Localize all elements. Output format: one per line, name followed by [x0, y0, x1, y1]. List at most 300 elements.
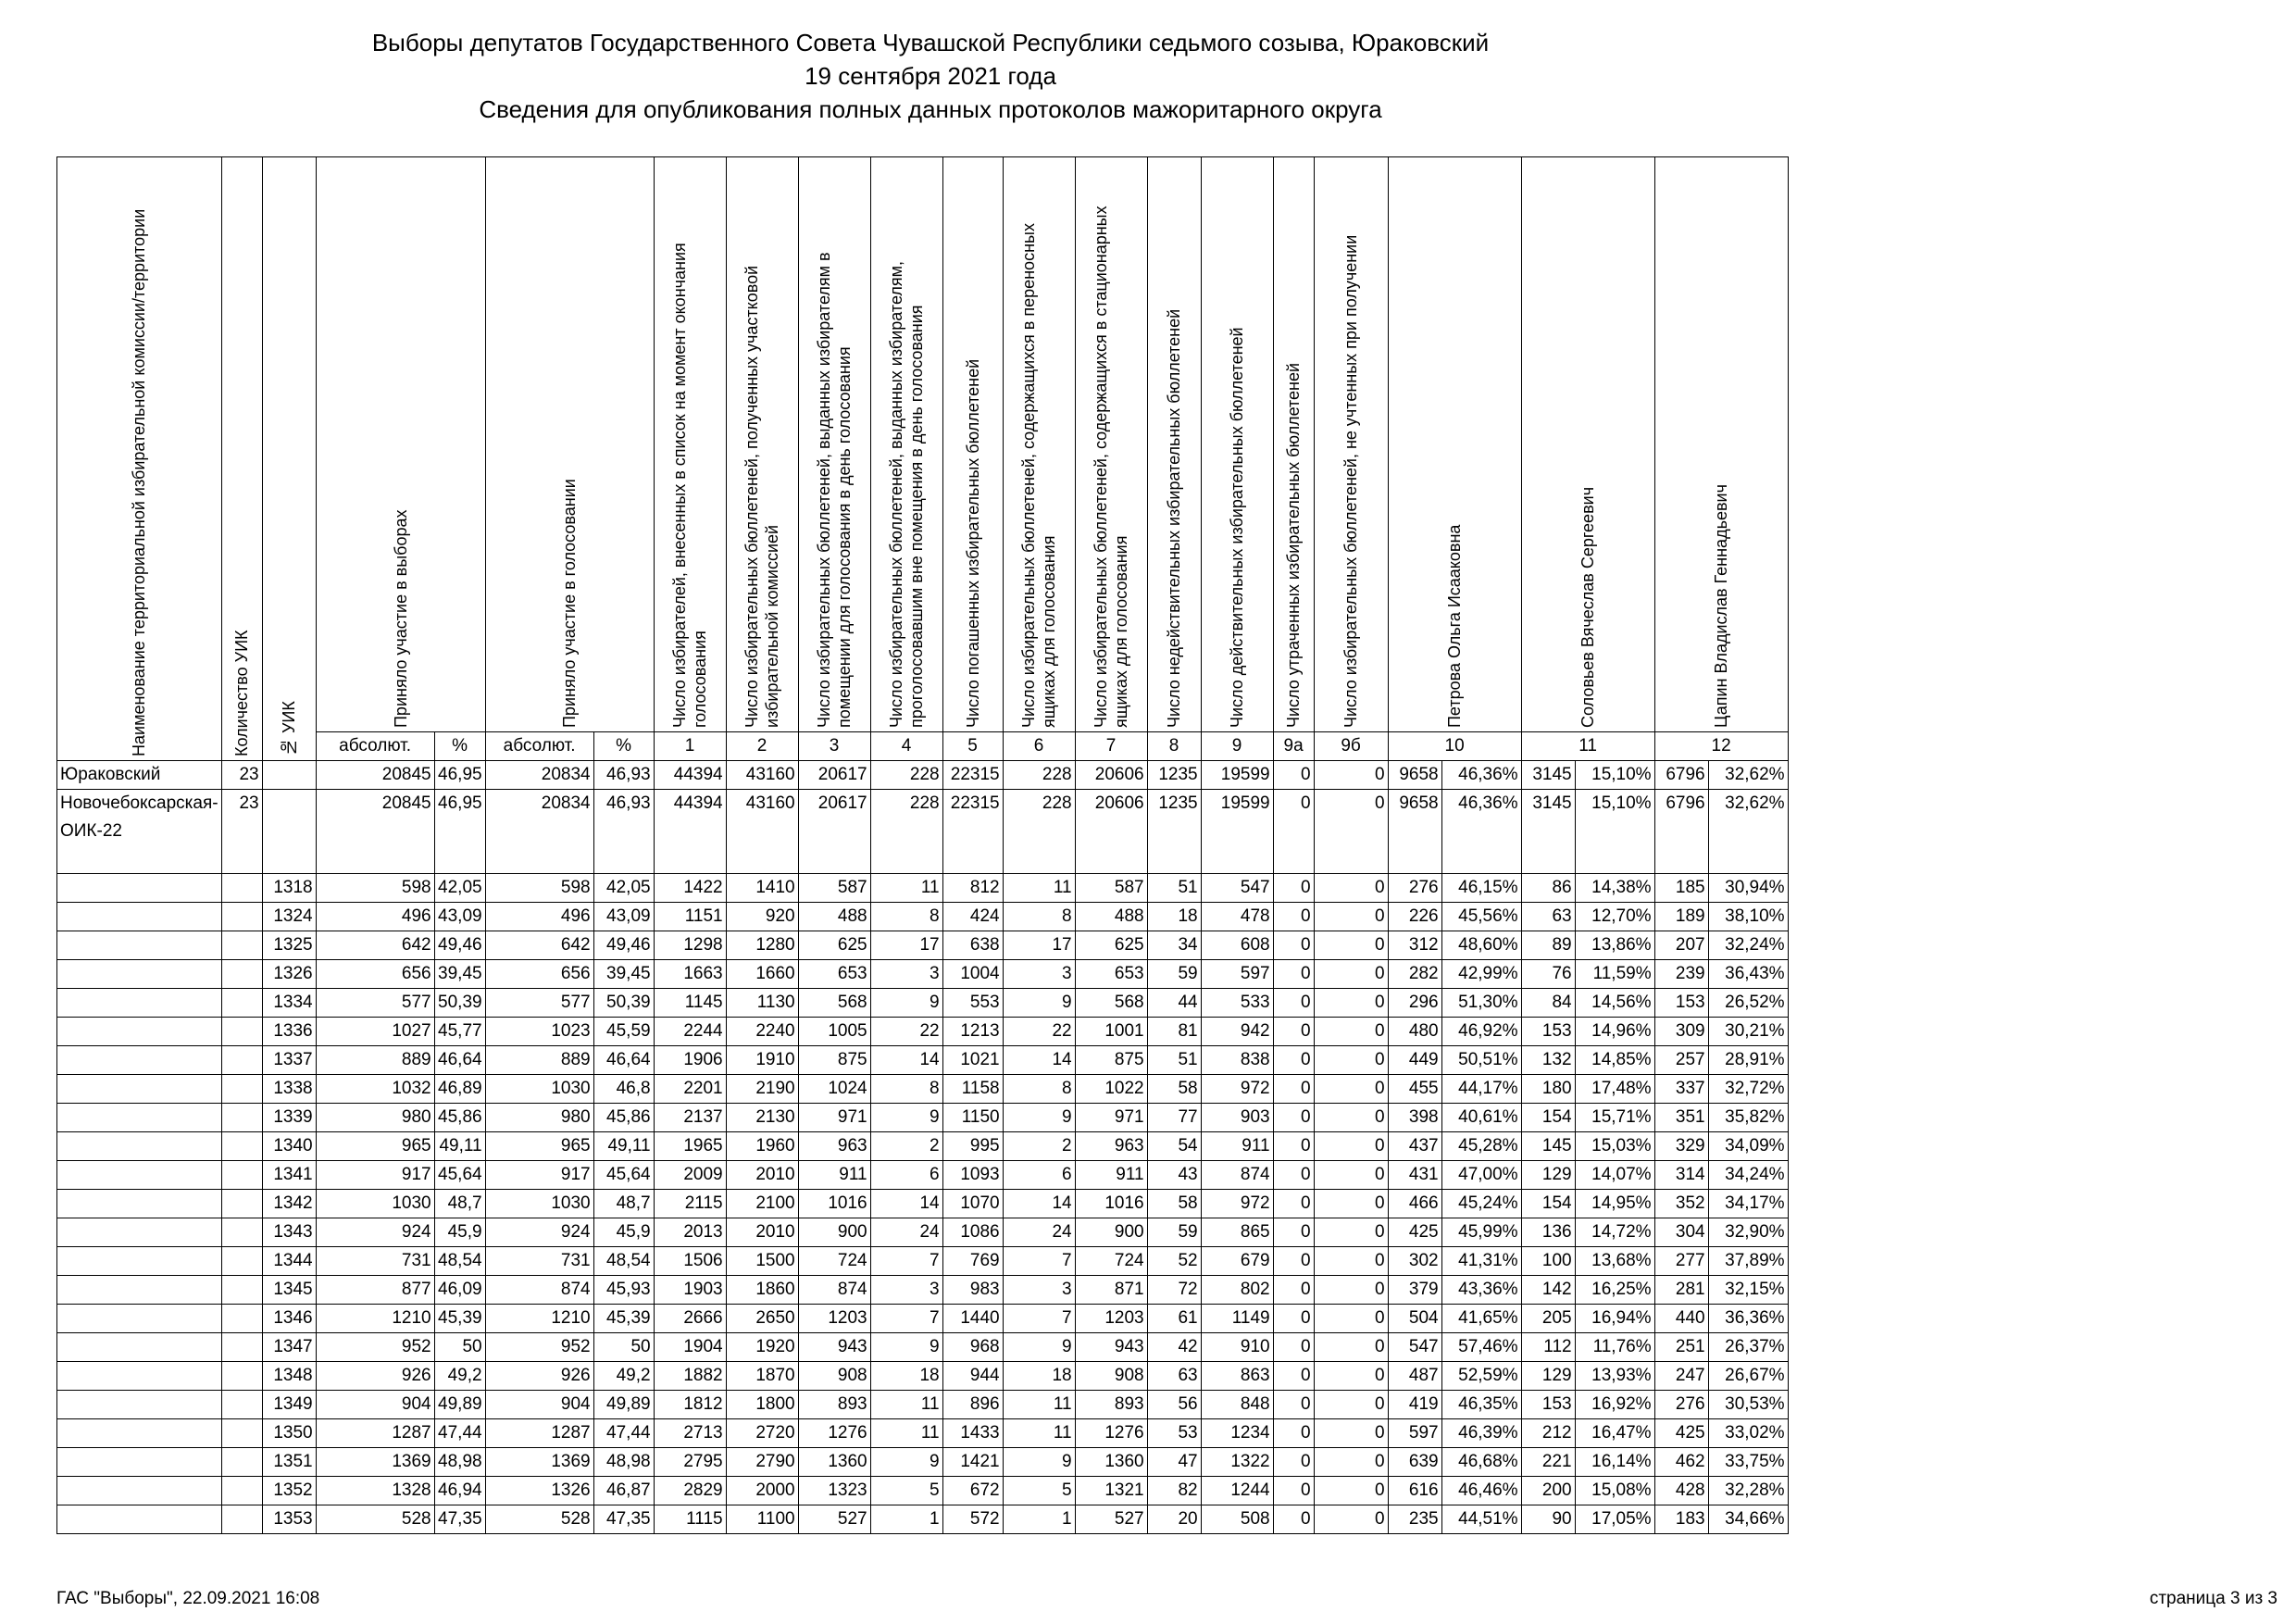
table-cell: 282: [1388, 960, 1441, 989]
table-cell: 228: [870, 761, 942, 790]
header-candidate-solovyev: Соловьев Вячеслав Сергеевич: [1521, 157, 1654, 732]
table-cell: 33,02%: [1708, 1419, 1788, 1448]
table-cell: 11,59%: [1575, 960, 1654, 989]
header-uik-number: № УИК: [262, 157, 316, 761]
table-cell: 45,64: [593, 1161, 654, 1190]
table-cell: 1322: [1201, 1448, 1273, 1477]
table-cell: 0: [1273, 1104, 1314, 1132]
table-cell: 0: [1314, 1190, 1388, 1218]
table-cell: 900: [798, 1218, 870, 1247]
table-cell: 352: [1654, 1190, 1708, 1218]
table-cell: 14,56%: [1575, 989, 1654, 1018]
table-cell: 1030: [316, 1190, 434, 1218]
table-cell: 1150: [942, 1104, 1003, 1132]
cell-territory: [57, 1218, 222, 1247]
cell-uik: [262, 790, 316, 874]
table-cell: [221, 1477, 262, 1505]
table-cell: 1421: [942, 1448, 1003, 1477]
table-cell: 32,62%: [1708, 761, 1788, 790]
table-cell: 3: [870, 1276, 942, 1305]
cell-territory: [57, 1075, 222, 1104]
table-cell: [221, 1505, 262, 1534]
table-cell: 672: [942, 1477, 1003, 1505]
table-cell: 46,92%: [1441, 1018, 1521, 1046]
table-cell: 9: [1003, 1448, 1075, 1477]
table-cell: 43: [1147, 1161, 1201, 1190]
table-cell: 145: [1521, 1132, 1575, 1161]
table-cell: 49,2: [593, 1362, 654, 1391]
table-row: [57, 1161, 1789, 1190]
table-body: [57, 761, 1789, 1534]
table-cell: 587: [1075, 874, 1147, 903]
table-cell: 1663: [654, 960, 726, 989]
table-cell: 19599: [1201, 761, 1273, 790]
header-col-4: Число избирательных бюллетеней, выданных избирателям, проголосовавшим вне помещения в день голосования: [870, 157, 942, 732]
table-cell: 2713: [654, 1419, 726, 1448]
table-cell: 980: [485, 1104, 593, 1132]
table-cell: 0: [1273, 790, 1314, 874]
table-cell: 17,05%: [1575, 1505, 1654, 1534]
table-cell: 0: [1273, 1448, 1314, 1477]
table-cell: 46,64: [434, 1046, 485, 1075]
table-cell: 45,99%: [1441, 1218, 1521, 1247]
header-col-6: Число избирательных бюллетеней, содержащихся в переносных ящиках для голосования: [1003, 157, 1075, 732]
table-cell: 0: [1273, 1477, 1314, 1505]
table-cell: 16,92%: [1575, 1391, 1654, 1419]
table-row: [57, 1505, 1789, 1534]
table-cell: 8: [1003, 1075, 1075, 1104]
table-cell: 212: [1521, 1419, 1575, 1448]
table-cell: 47,00%: [1441, 1161, 1521, 1190]
table-cell: 1500: [726, 1247, 798, 1276]
table-cell: 972: [1201, 1075, 1273, 1104]
table-cell: 51: [1147, 1046, 1201, 1075]
cell-uik: 1344: [262, 1247, 316, 1276]
table-cell: 8: [870, 903, 942, 931]
table-cell: 221: [1521, 1448, 1575, 1477]
table-cell: 0: [1314, 1046, 1388, 1075]
table-cell: 48,54: [593, 1247, 654, 1276]
cell-territory: [57, 903, 222, 931]
table-cell: 50,39: [434, 989, 485, 1018]
table-cell: 653: [1075, 960, 1147, 989]
table-cell: 2000: [726, 1477, 798, 1505]
table-cell: 496: [485, 903, 593, 931]
table-cell: 478: [1201, 903, 1273, 931]
table-cell: 26,37%: [1708, 1333, 1788, 1362]
cell-uik: 1353: [262, 1505, 316, 1534]
table-cell: 26,52%: [1708, 989, 1788, 1018]
table-cell: 1234: [1201, 1419, 1273, 1448]
table-cell: 0: [1273, 1161, 1314, 1190]
table-cell: 812: [942, 874, 1003, 903]
table-cell: 54: [1147, 1132, 1201, 1161]
table-cell: 6796: [1654, 790, 1708, 874]
table-row: [57, 1448, 1789, 1477]
header-number-row: [57, 732, 1789, 761]
table-cell: 0: [1273, 1190, 1314, 1218]
table-cell: 920: [726, 903, 798, 931]
table-cell: 0: [1273, 761, 1314, 790]
table-row: [57, 1075, 1789, 1104]
table-cell: 9: [870, 1448, 942, 1477]
table-row: [57, 1477, 1789, 1505]
table-cell: 2201: [654, 1075, 726, 1104]
table-cell: 488: [798, 903, 870, 931]
header-col-7: Число избирательных бюллетеней, содержащихся в стационарных ящиках для голосования: [1075, 157, 1147, 732]
table-cell: 34,17%: [1708, 1190, 1788, 1218]
table-cell: 45,77: [434, 1018, 485, 1046]
table-cell: 18: [1003, 1362, 1075, 1391]
table-cell: 0: [1273, 1505, 1314, 1534]
table-cell: 874: [485, 1276, 593, 1305]
table-cell: 36,43%: [1708, 960, 1788, 989]
table-cell: 1870: [726, 1362, 798, 1391]
table-row: [57, 1104, 1789, 1132]
table-cell: 963: [1075, 1132, 1147, 1161]
table-cell: 1030: [485, 1190, 593, 1218]
table-cell: 185: [1654, 874, 1708, 903]
table-cell: 1276: [798, 1419, 870, 1448]
table-cell: 17,48%: [1575, 1075, 1654, 1104]
table-cell: 45,93: [593, 1276, 654, 1305]
table-cell: 309: [1654, 1018, 1708, 1046]
table-cell: 625: [798, 931, 870, 960]
cell-uik: 1350: [262, 1419, 316, 1448]
table-cell: 20845: [316, 761, 434, 790]
header-col-9a: Число утраченных избирательных бюллетеней: [1273, 157, 1314, 732]
table-cell: 625: [1075, 931, 1147, 960]
table-cell: 22: [1003, 1018, 1075, 1046]
table-cell: 917: [316, 1161, 434, 1190]
table-cell: 77: [1147, 1104, 1201, 1132]
table-row: [57, 1391, 1789, 1419]
cell-uik: 1351: [262, 1448, 316, 1477]
table-cell: 15,10%: [1575, 761, 1654, 790]
table-cell: 37,89%: [1708, 1247, 1788, 1276]
table-cell: 379: [1388, 1276, 1441, 1305]
table-cell: 46,87: [593, 1477, 654, 1505]
subheader-num: 10: [1388, 732, 1521, 761]
cell-uik: 1348: [262, 1362, 316, 1391]
table-cell: 129: [1521, 1161, 1575, 1190]
table-cell: 0: [1273, 931, 1314, 960]
table-cell: 1321: [1075, 1477, 1147, 1505]
table-cell: 0: [1314, 874, 1388, 903]
table-cell: 904: [316, 1391, 434, 1419]
cell-territory: Новочебоксарская-ОИК-22: [57, 790, 222, 874]
cell-territory: [57, 1276, 222, 1305]
table-cell: 724: [1075, 1247, 1147, 1276]
table-cell: [221, 874, 262, 903]
table-cell: 0: [1273, 1419, 1314, 1448]
table-cell: 553: [942, 989, 1003, 1018]
table-cell: 1027: [316, 1018, 434, 1046]
table-cell: 871: [1075, 1276, 1147, 1305]
table-cell: 1298: [654, 931, 726, 960]
table-cell: 30,94%: [1708, 874, 1788, 903]
table-cell: 180: [1521, 1075, 1575, 1104]
table-cell: 924: [485, 1218, 593, 1247]
table-cell: 43,36%: [1441, 1276, 1521, 1305]
table-cell: [221, 1305, 262, 1333]
subheader-abs: абсолют.: [316, 732, 434, 761]
table-cell: 12,70%: [1575, 903, 1654, 931]
table-cell: 1086: [942, 1218, 1003, 1247]
subheader-num: 4: [870, 732, 942, 761]
table-cell: 598: [316, 874, 434, 903]
table-cell: [221, 960, 262, 989]
table-cell: 82: [1147, 1477, 1201, 1505]
footer-system-timestamp: ГАС "Выборы", 22.09.2021 16:08: [56, 1589, 320, 1608]
table-cell: 277: [1654, 1247, 1708, 1276]
table-cell: 7: [870, 1247, 942, 1276]
header-col-3: Число избирательных бюллетеней, выданных избирателям в помещении для голосования в день голосования: [798, 157, 870, 732]
table-cell: 911: [1075, 1161, 1147, 1190]
cell-territory: [57, 960, 222, 989]
table-cell: 1093: [942, 1161, 1003, 1190]
table-cell: 15,03%: [1575, 1132, 1654, 1161]
table-cell: 46,93: [593, 761, 654, 790]
table-cell: 2650: [726, 1305, 798, 1333]
cell-uik: 1349: [262, 1391, 316, 1419]
table-cell: 0: [1273, 1132, 1314, 1161]
table-cell: 132: [1521, 1046, 1575, 1075]
cell-territory: [57, 1391, 222, 1419]
table-cell: [221, 1132, 262, 1161]
table-cell: 877: [316, 1276, 434, 1305]
table-cell: 312: [1388, 931, 1441, 960]
table-cell: 1440: [942, 1305, 1003, 1333]
table-cell: 153: [1654, 989, 1708, 1018]
table-cell: 0: [1314, 1018, 1388, 1046]
table-cell: 76: [1521, 960, 1575, 989]
table-cell: 11: [1003, 874, 1075, 903]
cell-uik: 1339: [262, 1104, 316, 1132]
table-cell: 14,72%: [1575, 1218, 1654, 1247]
table-cell: 642: [316, 931, 434, 960]
table-cell: 13,68%: [1575, 1247, 1654, 1276]
table-cell: 46,89: [434, 1075, 485, 1104]
cell-territory: [57, 1448, 222, 1477]
header-col-1: Число избирателей, внесенных в список на момент окончания голосования: [654, 157, 726, 732]
table-cell: 527: [798, 1505, 870, 1534]
table-cell: 0: [1314, 1075, 1388, 1104]
footer-page-number: страница 3 из 3: [2149, 1589, 2277, 1608]
table-cell: 22315: [942, 761, 1003, 790]
table-cell: 968: [942, 1333, 1003, 1362]
cell-territory: [57, 931, 222, 960]
table-cell: 656: [316, 960, 434, 989]
table-cell: 304: [1654, 1218, 1708, 1247]
subheader-num: 8: [1147, 732, 1201, 761]
table-cell: 45,39: [593, 1305, 654, 1333]
table-cell: 136: [1521, 1218, 1575, 1247]
table-cell: 45,9: [593, 1218, 654, 1247]
table-cell: 598: [485, 874, 593, 903]
table-cell: 22: [870, 1018, 942, 1046]
table-cell: 0: [1273, 1276, 1314, 1305]
table-row: [57, 1190, 1789, 1218]
table-cell: 46,35%: [1441, 1391, 1521, 1419]
table-cell: 11,76%: [1575, 1333, 1654, 1362]
table-cell: 63: [1521, 903, 1575, 931]
table-cell: 904: [485, 1391, 593, 1419]
table-cell: [221, 1046, 262, 1075]
table-cell: 943: [798, 1333, 870, 1362]
table-cell: 616: [1388, 1477, 1441, 1505]
table-cell: 59: [1147, 960, 1201, 989]
table-cell: 45,86: [593, 1104, 654, 1132]
subheader-pct: %: [434, 732, 485, 761]
table-cell: 924: [316, 1218, 434, 1247]
table-row: [57, 1018, 1789, 1046]
table-cell: 0: [1314, 989, 1388, 1018]
table-cell: 972: [1201, 1190, 1273, 1218]
cell-territory: [57, 1477, 222, 1505]
table-cell: 437: [1388, 1132, 1441, 1161]
table-cell: 642: [485, 931, 593, 960]
table-row: [57, 874, 1789, 903]
table-cell: 51: [1147, 874, 1201, 903]
table-cell: 22315: [942, 790, 1003, 874]
table-cell: 2244: [654, 1018, 726, 1046]
table-cell: 16,14%: [1575, 1448, 1654, 1477]
table-cell: 802: [1201, 1276, 1273, 1305]
table-cell: 1433: [942, 1419, 1003, 1448]
table-cell: 1203: [798, 1305, 870, 1333]
table-cell: 983: [942, 1276, 1003, 1305]
table-cell: 455: [1388, 1075, 1441, 1104]
table-cell: 18: [870, 1362, 942, 1391]
table-cell: 46,8: [593, 1075, 654, 1104]
table-cell: 53: [1147, 1419, 1201, 1448]
table-cell: 153: [1521, 1391, 1575, 1419]
table-cell: 2829: [654, 1477, 726, 1505]
table-row: [57, 790, 1789, 874]
table-cell: 942: [1201, 1018, 1273, 1046]
table-cell: 52: [1147, 1247, 1201, 1276]
table-cell: 0: [1314, 1305, 1388, 1333]
subheader-num: 11: [1521, 732, 1654, 761]
table-cell: 39,45: [434, 960, 485, 989]
table-cell: 0: [1314, 761, 1388, 790]
table-cell: 72: [1147, 1276, 1201, 1305]
table-cell: 508: [1201, 1505, 1273, 1534]
table-cell: 45,59: [593, 1018, 654, 1046]
table-cell: 9: [870, 1333, 942, 1362]
table-cell: 1032: [316, 1075, 434, 1104]
table-cell: [221, 931, 262, 960]
table-cell: 45,64: [434, 1161, 485, 1190]
table-cell: 42,99%: [1441, 960, 1521, 989]
table-cell: 2100: [726, 1190, 798, 1218]
cell-uik: 1337: [262, 1046, 316, 1075]
cell-uik: 1347: [262, 1333, 316, 1362]
table-cell: 45,39: [434, 1305, 485, 1333]
table-cell: 51,30%: [1441, 989, 1521, 1018]
cell-territory: [57, 1104, 222, 1132]
table-cell: 908: [1075, 1362, 1147, 1391]
table-cell: [221, 1018, 262, 1046]
table-cell: 3: [1003, 1276, 1075, 1305]
table-cell: [221, 1190, 262, 1218]
subheader-abs: абсолют.: [485, 732, 593, 761]
table-cell: 0: [1273, 874, 1314, 903]
table-cell: 0: [1273, 1362, 1314, 1391]
table-cell: 1965: [654, 1132, 726, 1161]
table-cell: 2790: [726, 1448, 798, 1477]
table-cell: 0: [1273, 1391, 1314, 1419]
table-cell: 568: [1075, 989, 1147, 1018]
table-cell: 49,11: [434, 1132, 485, 1161]
table-cell: 247: [1654, 1362, 1708, 1391]
table-cell: 281: [1654, 1276, 1708, 1305]
table-cell: 44,51%: [1441, 1505, 1521, 1534]
table-cell: 1276: [1075, 1419, 1147, 1448]
table-cell: 965: [316, 1132, 434, 1161]
cell-uik: 1334: [262, 989, 316, 1018]
table-cell: [221, 1247, 262, 1276]
table-cell: 926: [485, 1362, 593, 1391]
table-cell: 2115: [654, 1190, 726, 1218]
table-cell: 944: [942, 1362, 1003, 1391]
table-cell: 1360: [1075, 1448, 1147, 1477]
table-cell: 863: [1201, 1362, 1273, 1391]
table-cell: 0: [1314, 1448, 1388, 1477]
table-cell: 911: [1201, 1132, 1273, 1161]
cell-uik: 1325: [262, 931, 316, 960]
table-cell: 296: [1388, 989, 1441, 1018]
table-cell: 45,56%: [1441, 903, 1521, 931]
table-cell: 46,39%: [1441, 1419, 1521, 1448]
table-cell: 0: [1314, 1391, 1388, 1419]
table-cell: [221, 1362, 262, 1391]
table-cell: 5: [1003, 1477, 1075, 1505]
table-cell: 9658: [1388, 790, 1441, 874]
table-cell: 351: [1654, 1104, 1708, 1132]
table-cell: 893: [1075, 1391, 1147, 1419]
table-cell: 276: [1388, 874, 1441, 903]
table-cell: 2190: [726, 1075, 798, 1104]
table-cell: 18: [1147, 903, 1201, 931]
table-cell: 154: [1521, 1190, 1575, 1218]
header-row: [57, 157, 1789, 732]
table-cell: 11: [1003, 1391, 1075, 1419]
table-cell: 0: [1273, 1305, 1314, 1333]
table-cell: 1: [870, 1505, 942, 1534]
table-cell: 15,10%: [1575, 790, 1654, 874]
table-cell: 480: [1388, 1018, 1441, 1046]
table-cell: 7: [1003, 1305, 1075, 1333]
table-cell: 1023: [485, 1018, 593, 1046]
table-cell: 1151: [654, 903, 726, 931]
table-cell: 6: [1003, 1161, 1075, 1190]
cell-territory: [57, 1505, 222, 1534]
subheader-num: 12: [1654, 732, 1788, 761]
document-title: Выборы депутатов Государственного Совета Чувашской Республики седьмого созыва, Юраковский: [371, 29, 1490, 56]
table-cell: 42,05: [434, 874, 485, 903]
table-cell: 1800: [726, 1391, 798, 1419]
table-cell: 874: [1201, 1161, 1273, 1190]
table-cell: 15,71%: [1575, 1104, 1654, 1132]
table-cell: 35,82%: [1708, 1104, 1788, 1132]
table-cell: 731: [316, 1247, 434, 1276]
table-cell: 995: [942, 1132, 1003, 1161]
table-cell: 1422: [654, 874, 726, 903]
table-cell: 1016: [798, 1190, 870, 1218]
table-cell: 0: [1273, 1218, 1314, 1247]
